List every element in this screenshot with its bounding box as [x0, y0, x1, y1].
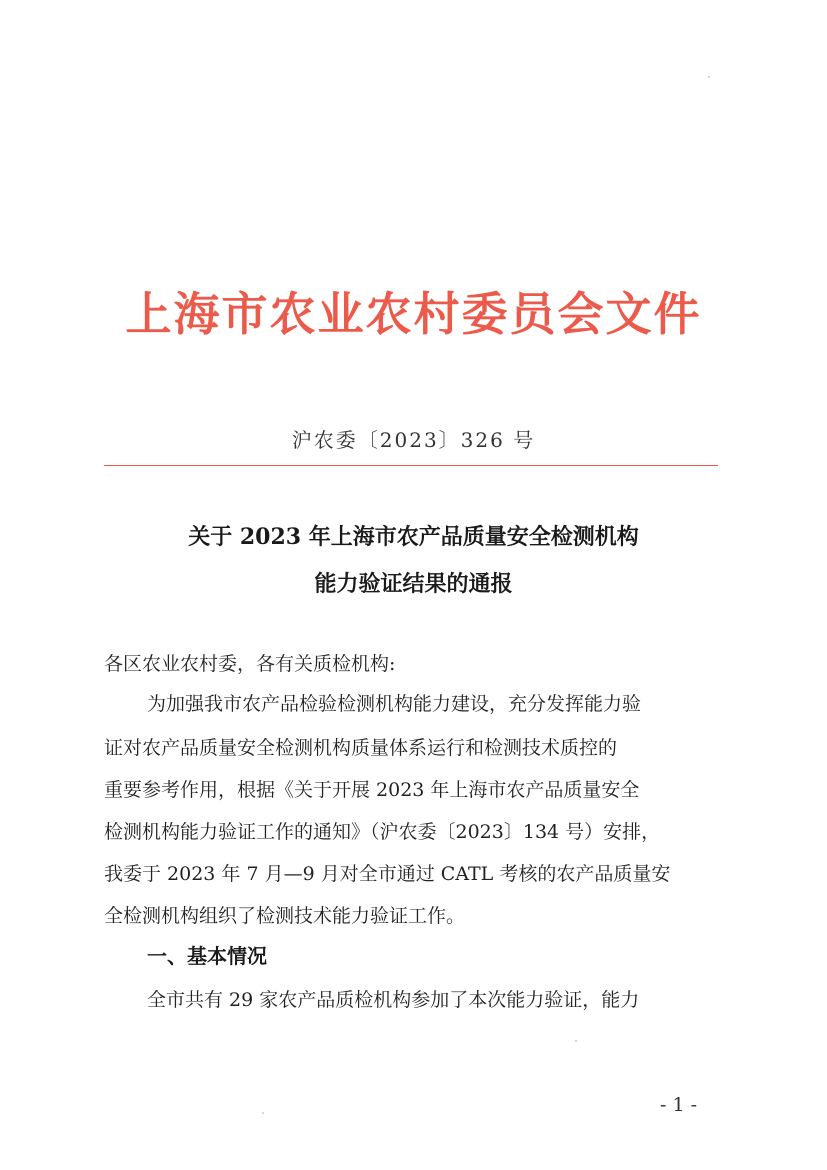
paragraph-1-line-5: 我委于 2023 年 7 月—9 月对全市通过 CATL 考核的农产品质量安 [104, 863, 671, 885]
document-number: 沪农委〔2023〕326 号 [291, 428, 536, 452]
paragraph-1-line-2: 证对农产品质量安全检测机构质量体系运行和检测技术质控的 [104, 737, 618, 759]
paragraph-1-line-4: 检测机构能力验证工作的通知》（沪农委〔2023〕134 号）安排， [104, 821, 661, 843]
paragraph-1-line-6: 全检测机构组织了检测技术能力验证工作。 [104, 905, 466, 927]
document-header-title: 上海市农业农村委员会文件 [125, 287, 702, 341]
paragraph-1-line-1: 为加强我市农产品检验检测机构能力建设，充分发挥能力验 [147, 693, 642, 715]
scan-speck [708, 76, 710, 78]
page-number: - 1 - [660, 1094, 698, 1116]
section-1-heading: 一、基本情况 [147, 944, 267, 968]
scan-speck [575, 1040, 577, 1042]
paragraph-2-line-1: 全市共有 29 家农产品质检机构参加了本次能力验证，能力 [147, 989, 640, 1011]
salutation: 各区农业农村委，各有关质检机构: [104, 653, 396, 675]
header-divider-rule [104, 465, 718, 466]
document-title-line-1: 关于 2023 年上海市农产品质量安全检测机构 [188, 524, 639, 550]
document-title-line-2: 能力验证结果的通报 [314, 571, 513, 597]
scan-speck [262, 1112, 264, 1114]
paragraph-1-line-3: 重要参考作用，根据《关于开展 2023 年上海市农产品质量安全 [104, 779, 640, 801]
